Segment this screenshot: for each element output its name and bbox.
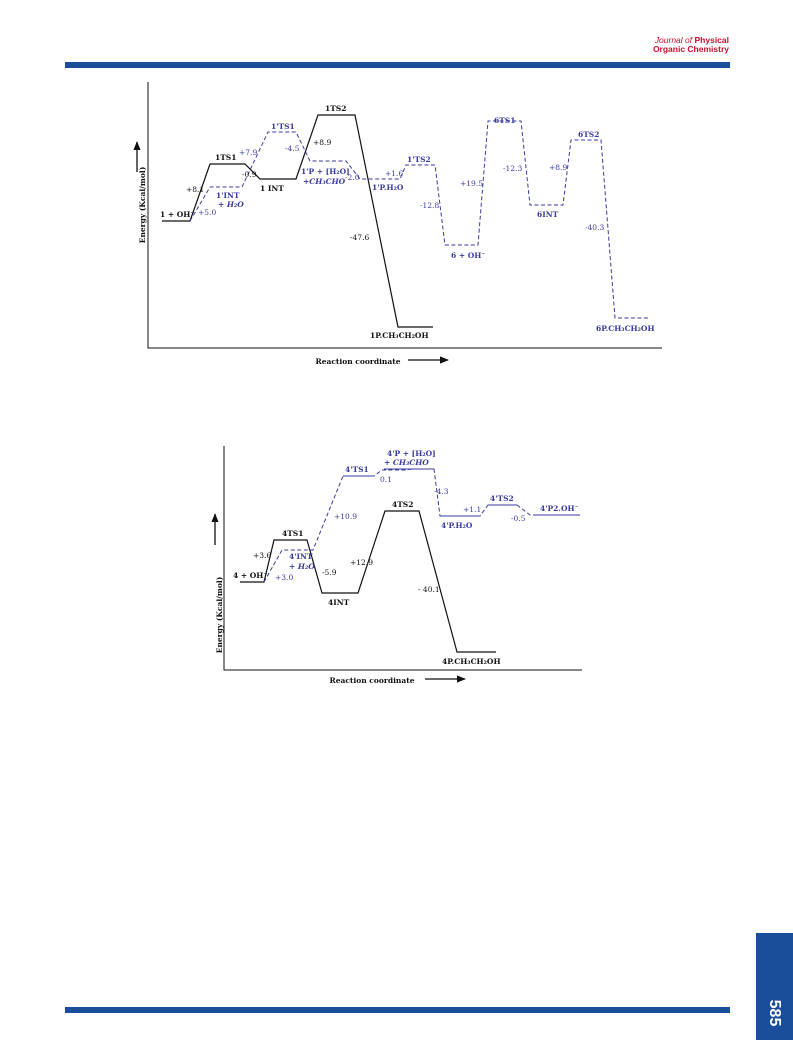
figure-2-state-p2oh: 4'P2.OH⁻ — [540, 504, 579, 513]
journal-name-physical: Physical — [694, 35, 729, 45]
figure-2-value: +3.6 — [253, 551, 272, 560]
figure-1-x-axis-label: Reaction coordinate — [315, 357, 401, 366]
figure-1-state-ts1: 1TS1 — [215, 153, 237, 162]
figure-2-state-ts2: 4TS2 — [392, 500, 414, 509]
figure-2-value: +12.9 — [350, 558, 373, 567]
figure-2-state-int: 4INT — [328, 598, 350, 607]
figure-2-value: -4.3 — [434, 487, 449, 496]
figure-1-state-start: 1 + OH⁻ — [160, 210, 195, 219]
figure-1-value: -2.0 — [345, 173, 360, 182]
figure-1-state-6-oh: 6 + OH⁻ — [451, 251, 486, 260]
figure-2-state-p-p-b: + CH₃CHO — [384, 458, 429, 467]
figure-1-state-6-ts1: 6TS1 — [494, 116, 516, 125]
figure-1-value: -4.5 — [285, 144, 300, 153]
figure-2-value: -5.9 — [322, 568, 337, 577]
figure-2-y-axis-label: Energy (Kcal/mol) — [215, 576, 224, 654]
figure-1-value: +8.9 — [549, 163, 568, 172]
figure-1-state-int: 1 INT — [260, 184, 284, 193]
figure-1-value: +8.9 — [313, 138, 332, 147]
figure-2-state-p-ph2o: 4'P.H₂O — [441, 521, 473, 530]
figure-1-state-ts2: 1TS2 — [325, 104, 347, 113]
figure-2-state-p-int-a: 4'INT — [289, 552, 313, 561]
figure-1-state-p-int-a: 1'INT — [216, 191, 240, 200]
figure-1-state-p-p-a: 1'P + [H₂O] — [301, 167, 350, 176]
figure-1-secondary-path — [190, 121, 650, 318]
figure-2-value: - 40.1 — [418, 585, 440, 594]
figure-1-state-p-int-b: + H₂O — [218, 200, 244, 209]
figure-1-value: +19.5 — [460, 179, 483, 188]
figure-1-value: -0.9 — [242, 170, 257, 179]
figure-1-value: -12.3 — [503, 164, 523, 173]
figure-2-x-axis-label: Reaction coordinate — [329, 676, 415, 685]
figure-2-state-product: 4P.CH₃CH₂OH — [442, 657, 501, 666]
figure-1-state-p-ts1: 1'TS1 — [271, 122, 295, 131]
figure-1-value: -40.3 — [585, 223, 605, 232]
page-number: 585 — [766, 999, 783, 1027]
figure-2-value: +1.1 — [463, 505, 482, 514]
figure-1-y-axis-label: Energy (Kcal/mol) — [138, 166, 147, 244]
figure-1-state-6-int: 6INT — [537, 210, 559, 219]
figure-1-state-p-ts2: 1'TS2 — [407, 155, 431, 164]
figure-2-value: -0.5 — [511, 514, 526, 523]
figure-2-state-p-ts1: 4'TS1 — [345, 465, 369, 474]
figure-2-value: +3.0 — [275, 573, 294, 582]
figure-1-value: -12.8 — [420, 201, 440, 210]
journal-name-prefix: Journal of — [654, 35, 693, 45]
figure-2-state-ts1: 4TS1 — [282, 529, 304, 538]
footer-rule — [65, 1007, 730, 1013]
figure-2-state-p-ts2: 4'TS2 — [490, 494, 514, 503]
figure-1-value: +7.9 — [239, 148, 258, 157]
figure-1-value: +1.6 — [385, 169, 404, 178]
figure-2-state-p-int-b: + H₂O — [289, 562, 315, 571]
figure-1-frame — [148, 82, 662, 348]
figure-2-state-start: 4 + OH⁻ — [233, 571, 268, 580]
figure-1-state-p-p-b: +CH₃CHO — [303, 177, 346, 186]
figure-1-value: +8.1 — [186, 185, 205, 194]
figure-1-state-6-ts2: 6TS2 — [578, 130, 600, 139]
figure-2-state-p-p-a: 4'P + [H₂O] — [387, 449, 436, 458]
figure-1-value: +5.0 — [198, 208, 217, 217]
figure-1-state-6-product: 6P.CH₃CH₂OH — [596, 324, 655, 333]
figure-2-value: +10.9 — [334, 512, 357, 521]
journal-name-rest: Organic Chemistry — [652, 44, 729, 54]
figure-1-value: -47.6 — [350, 233, 370, 242]
figure-2-value: 0.1 — [380, 475, 392, 484]
figure-2 — [215, 446, 582, 685]
figure-1-state-p-ph2o: 1'P.H₂O — [372, 183, 404, 192]
figure-1-state-product: 1P.CH₃CH₂OH — [370, 331, 429, 340]
figure-1 — [137, 82, 662, 366]
